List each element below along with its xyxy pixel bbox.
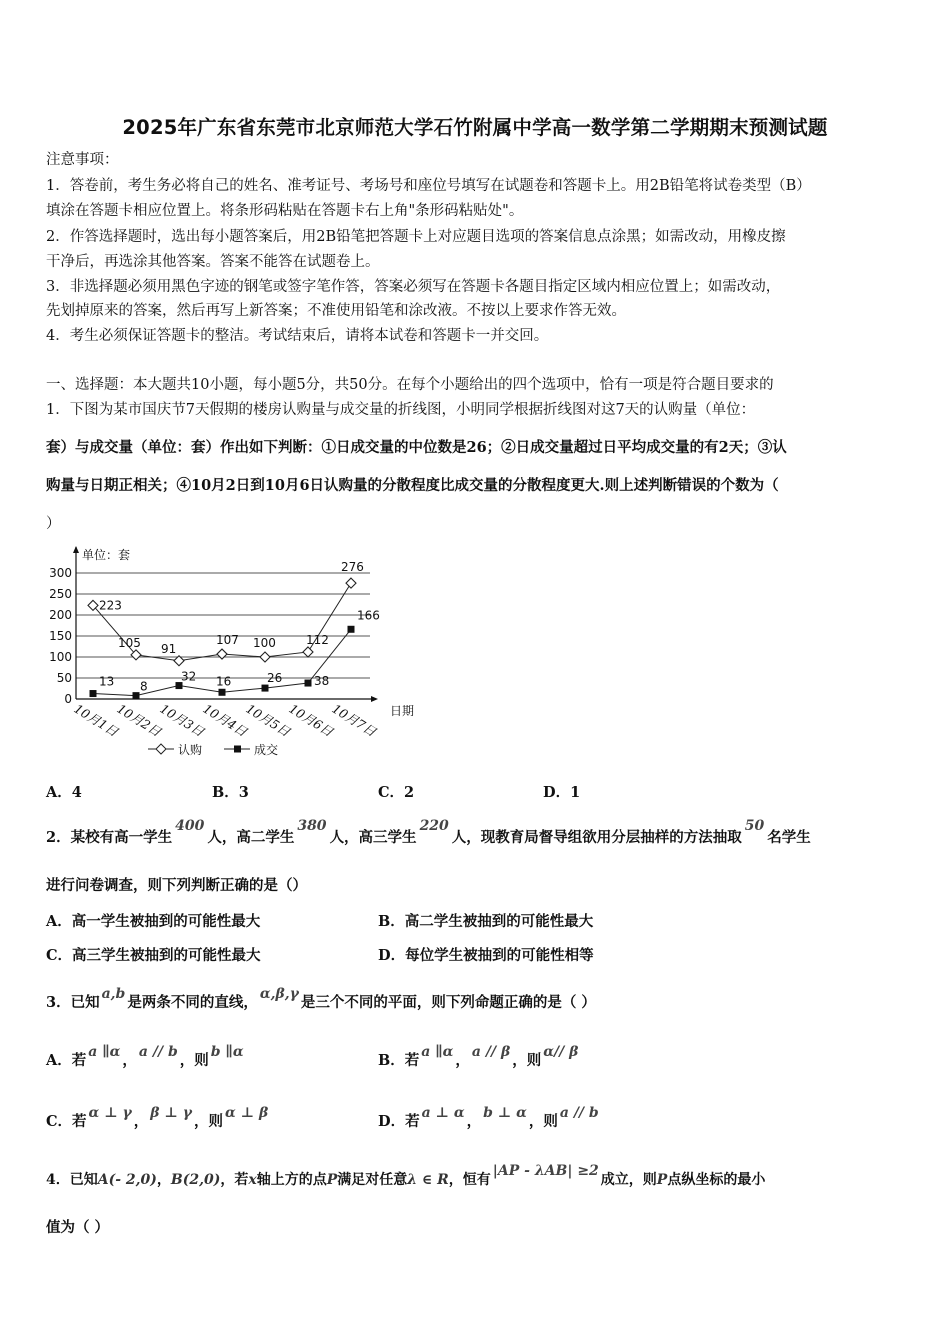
q2-text: 人，现教育局督导组欲用分层抽样的方法抽取 <box>451 829 742 846</box>
data-point <box>346 578 356 588</box>
q2-number: 400 <box>175 818 205 834</box>
notice-line: 2．作答选择题时，选出每小题答案后，用2B铅笔把答题卡上对应题目选项的答案信息点涂黑；如需改动，用橡皮擦 <box>46 229 786 245</box>
question-2-text: 进行问卷调查，则下列判断正确的是（） <box>46 877 307 894</box>
data-label: 100 <box>253 636 276 650</box>
y-tick-label: 50 <box>56 671 72 685</box>
q2-option-a[interactable]: A．高一学生被抽到的可能性最大 <box>46 913 261 930</box>
notice-heading: 注意事项： <box>46 152 119 168</box>
y-tick-label: 150 <box>49 629 72 643</box>
y-tick-label: 100 <box>49 650 72 664</box>
question-1-text: ） <box>46 516 61 532</box>
data-point <box>260 652 270 662</box>
x-tick-label: 10月5日 <box>243 700 293 740</box>
section-heading: 一、选择题：本大题共10小题，每小题5分，共50分。在每个小题给出的四个选项中，恰有一项是符合题目要求的 <box>46 377 774 393</box>
data-point <box>305 680 312 687</box>
question-1-text: 套）与成交量（单位：套）作出如下判断：①日成交量的中位数是26；②日成交量超过日平均成交量的有2天；③认 <box>46 439 787 456</box>
data-point <box>217 649 227 659</box>
notice-line: 1．答卷前，考生务必将自己的姓名、准考证号、考场号和座位号填写在试题卷和答题卡上。用2B铅笔将试卷类型（B） <box>46 178 811 194</box>
q2-text: 人，高三学生 <box>329 829 417 846</box>
q2-option-c[interactable]: C．高三学生被抽到的可能性最大 <box>46 947 261 964</box>
data-label: 166 <box>357 608 380 623</box>
q2-text: 人，高二学生 <box>207 829 295 846</box>
q4-math: B(2,0) <box>170 1172 221 1188</box>
q1-option-b[interactable]: B．3 <box>212 784 249 801</box>
data-point <box>219 689 226 696</box>
data-label: 38 <box>314 674 330 689</box>
notice-line: 干净后，再选涂其他答案。答案不能答在试题卷上。 <box>46 254 380 270</box>
y-axis-label: 单位：套 <box>82 548 131 562</box>
data-point <box>133 692 140 699</box>
question-3-text <box>46 986 916 1012</box>
data-label: 105 <box>118 635 141 650</box>
x-tick-label: 10月4日 <box>200 700 250 740</box>
data-point <box>303 647 313 657</box>
q2-text: 2．某校有高一学生 <box>46 829 173 846</box>
y-tick-label: 300 <box>49 566 72 580</box>
page-title: 2025年广东省东莞市北京师范大学石竹附属中学高一数学第二学期期末预测试题 <box>122 116 828 139</box>
y-axis-arrow <box>73 546 79 553</box>
q3-text: 是三个不同的平面，则下列命题正确的是（ ） <box>300 994 596 1011</box>
legend-marker <box>234 746 241 753</box>
q2-number: 50 <box>744 818 765 834</box>
chart-grid <box>76 573 370 678</box>
q1-option-c[interactable]: C．2 <box>378 784 415 801</box>
notice-line: 先划掉原来的答案，然后再写上新答案；不准使用铅笔和涂改液。不按以上要求作答无效。 <box>46 303 626 319</box>
q2-option-d[interactable]: D．每位学生被抽到的可能性相等 <box>378 947 594 964</box>
notice-line: 填涂在答题卡相应位置上。将条形码粘贴在答题卡右上角"条形码粘贴处"。 <box>46 203 524 219</box>
data-label: 223 <box>99 598 122 613</box>
x-axis-label: 日期 <box>390 704 415 718</box>
x-axis-arrow <box>371 696 378 702</box>
q3-math: a,b <box>101 986 126 1002</box>
data-label: 32 <box>181 669 197 684</box>
notice-line: 4．考生必须保证答题卡的整洁。考试结束后，请将本试卷和答题卡一并交回。 <box>46 328 549 344</box>
data-label: 8 <box>140 679 148 694</box>
q2-option-b[interactable]: B．高二学生被抽到的可能性最大 <box>378 913 594 930</box>
q2-number: 220 <box>419 818 449 834</box>
x-tick-label: 10月1日 <box>71 700 121 740</box>
data-label: 26 <box>267 671 283 686</box>
question-2-text <box>46 818 916 847</box>
notice-line: 3．非选择题必须用黑色字迹的钢笔或签字笔作答，答案必须写在答题卡各题目指定区域内相应位置上；如需改动， <box>46 279 781 295</box>
data-point <box>348 626 355 633</box>
data-label: 276 <box>341 560 364 575</box>
data-label: 112 <box>306 632 329 647</box>
q4-math: A(- 2,0) <box>97 1172 157 1188</box>
x-tick-label: 10月7日 <box>329 700 379 740</box>
data-point <box>90 690 97 697</box>
q3-option-d[interactable]: D．若 a ⊥ α ， b ⊥ α ，则 a // b <box>378 1105 599 1130</box>
q3-option-c[interactable]: C．若 α ⊥ γ ， β ⊥ γ ，则 α ⊥ β <box>46 1105 269 1130</box>
data-label: 13 <box>99 674 115 689</box>
q3-option-b[interactable]: B．若 a ∥α ， a // β ，则 α// β <box>378 1044 579 1069</box>
q3-option-a[interactable]: A．若 a ∥α ， a // b ，则 b ∥α <box>46 1044 244 1069</box>
legend-label: 认购 <box>178 743 203 757</box>
q1-option-a[interactable]: A．4 <box>46 784 82 801</box>
question-1-text: 购量与日期正相关；④10月2日到10月6日认购量的分散程度比成交量的分散程度更大.则上述判断错误的个数为（ <box>46 477 779 494</box>
question-1-text: 1．下图为某市国庆节7天假期的楼房认购量与成交量的折线图，小明同学根据折线图对这7天的认购量（单位： <box>46 402 756 418</box>
q3-text: 3．已知 <box>46 994 100 1011</box>
q2-number: 380 <box>297 818 327 834</box>
question-4-text: 4．已知A(- 2,0)，B(2,0)，若x轴上方的点P满足对任意λ ∈ R，恒有|AP - λAB| ≥2成立，则P点纵坐标的最小 <box>46 1163 766 1188</box>
question-4-text: 值为（ ） <box>46 1219 110 1236</box>
q3-text: 是两条不同的直线， <box>127 994 258 1011</box>
y-tick-label: 200 <box>49 608 72 622</box>
q1-option-d[interactable]: D．1 <box>543 784 581 801</box>
x-tick-label: 10月3日 <box>157 700 207 740</box>
legend-marker <box>156 744 166 754</box>
q2-text: 名学生 <box>767 829 811 846</box>
data-label: 16 <box>216 674 232 689</box>
line-chart <box>44 543 444 763</box>
x-tick-label: 10月6日 <box>286 700 336 740</box>
x-tick-label: 10月2日 <box>114 700 164 740</box>
y-tick-label: 250 <box>49 587 72 601</box>
data-point <box>262 685 269 692</box>
data-label: 107 <box>216 633 239 648</box>
data-label: 91 <box>161 641 177 656</box>
y-tick-label: 0 <box>64 692 72 706</box>
legend-label: 成交 <box>254 743 279 757</box>
q3-math: α,β,γ <box>259 986 299 1002</box>
